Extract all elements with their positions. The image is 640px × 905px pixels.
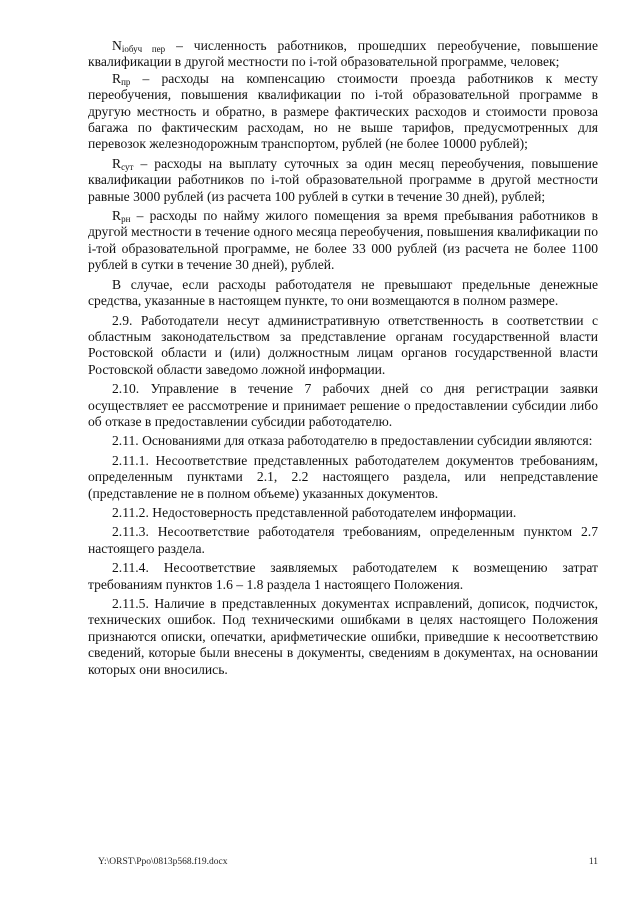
paragraph-2-10 [88,381,598,430]
paragraph-n-definition [88,38,598,71]
paragraph-text: – расходы по найму жилого помещения за время пребывания работников в другой местности в течение одного месяца переобучения, повышения квалификации по i-той образовательной программе, не более 33 000 рублей (из расчета не более 1100 рублей в сутки в течение 30 дней), рублей. [88,208,598,273]
paragraph-text: 2.11.5. Наличие в представленных документах исправлений, дописок, подчисток, технических ошибок. Под техническими ошибками в целях настоящего Положения признаются описки, опечатки, арифметические ошибки, приведшие к несоответствию сведений, которые были внесены в документы, сведениям в документах, на основании которых они вносились. [88,596,598,677]
symbol: N [112,38,122,53]
symbol: R [112,208,122,224]
paragraph-text: 2.11.1. Несоответствие представленных работодателем документов требованиям, определенным пунктами 2.1, 2.2 настоящего раздела, или непредставление (представление не в полном объеме) указанных документов. [88,452,598,501]
paragraph-rsut-definition [88,156,598,205]
paragraph-text: – численность работников, прошедших переобучение, повышение квалификации в другой местности по i-той образовательной программе, человек; [88,38,598,70]
footer-file-path: Y:\ORST\Ppo\0813p568.f19.docx [98,857,228,867]
page-number: 11 [588,857,598,867]
paragraph-text: – расходы на компенсацию стоимости проезда работников к месту переобучения, повышения квалификации по i-той образовательной программе в другую местность и обратно, в размере фактических расходов и стоимости провоза багажа по фактическим расходам, но не выше тарифов, предусмотренных для перевозок железнодорожным транспортом, рублей (не более 10000 рублей); [88,70,598,152]
paragraph-limit-note [88,277,598,310]
paragraph-rrn-definition [88,208,598,274]
paragraph-text: – расходы на выплату суточных за один месяц переобучения, повышение квалификации работников по i-той образовательной программе в другой местности равные 3000 рублей (из расчета 100 рублей в сутки в течение 30 дней), рублей; [88,155,598,204]
symbol: R [112,155,122,171]
symbol: R [112,70,122,86]
symbol-subscript: iобуч пер [121,44,166,54]
symbol-subscript: сут [121,161,134,172]
paragraph-2-11-1 [88,453,598,502]
paragraph-text: 2.11.4. Несоответствие заявляемых работодателем к возмещению затрат требованиям пунктов 1.6 – 1.8 раздела 1 настоящего Положения. [88,560,598,592]
paragraph-text: 2.9. Работодатели несут административную ответственность в соответствии с областным законодательством за представление органам государственной власти Ростовской области и (или) должностным лицам органов государственной власти Ростовской области заведомо ложной информации. [88,312,598,377]
paragraph-text: В случае, если расходы работодателя не превышают предельные денежные средства, указанные в настоящем пункте, то они возмещаются в полном размере. [88,276,598,309]
paragraph-2-11-5 [88,596,598,678]
paragraph-2-11-4 [88,560,598,593]
paragraph-2-11-2 [88,505,598,521]
paragraph-text: 2.11. Основаниями для отказа работодателю в предоставлении субсидии являются: [112,433,593,449]
symbol-subscript: пр [121,76,131,87]
paragraph-text: 2.11.3. Несоответствие работодателя требованиям, определенным пунктом 2.7 настоящего раздела. [88,524,598,556]
paragraph-text: 2.10. Управление в течение 7 рабочих дней со дня регистрации заявки осуществляет ее рассмотрение и принимает решение о предоставлении субсидии либо об отказе в предоставлении субсидии работодателю. [88,381,598,429]
paragraph-text: 2.11.2. Недостоверность представленной работодателем информации. [112,504,517,520]
paragraph-2-9 [88,313,598,379]
paragraph-rpr-definition [88,71,598,153]
paragraph-2-11-3 [88,524,598,557]
symbol-subscript: рн [121,214,131,225]
paragraph-2-11 [88,433,598,449]
document-body [88,38,598,678]
